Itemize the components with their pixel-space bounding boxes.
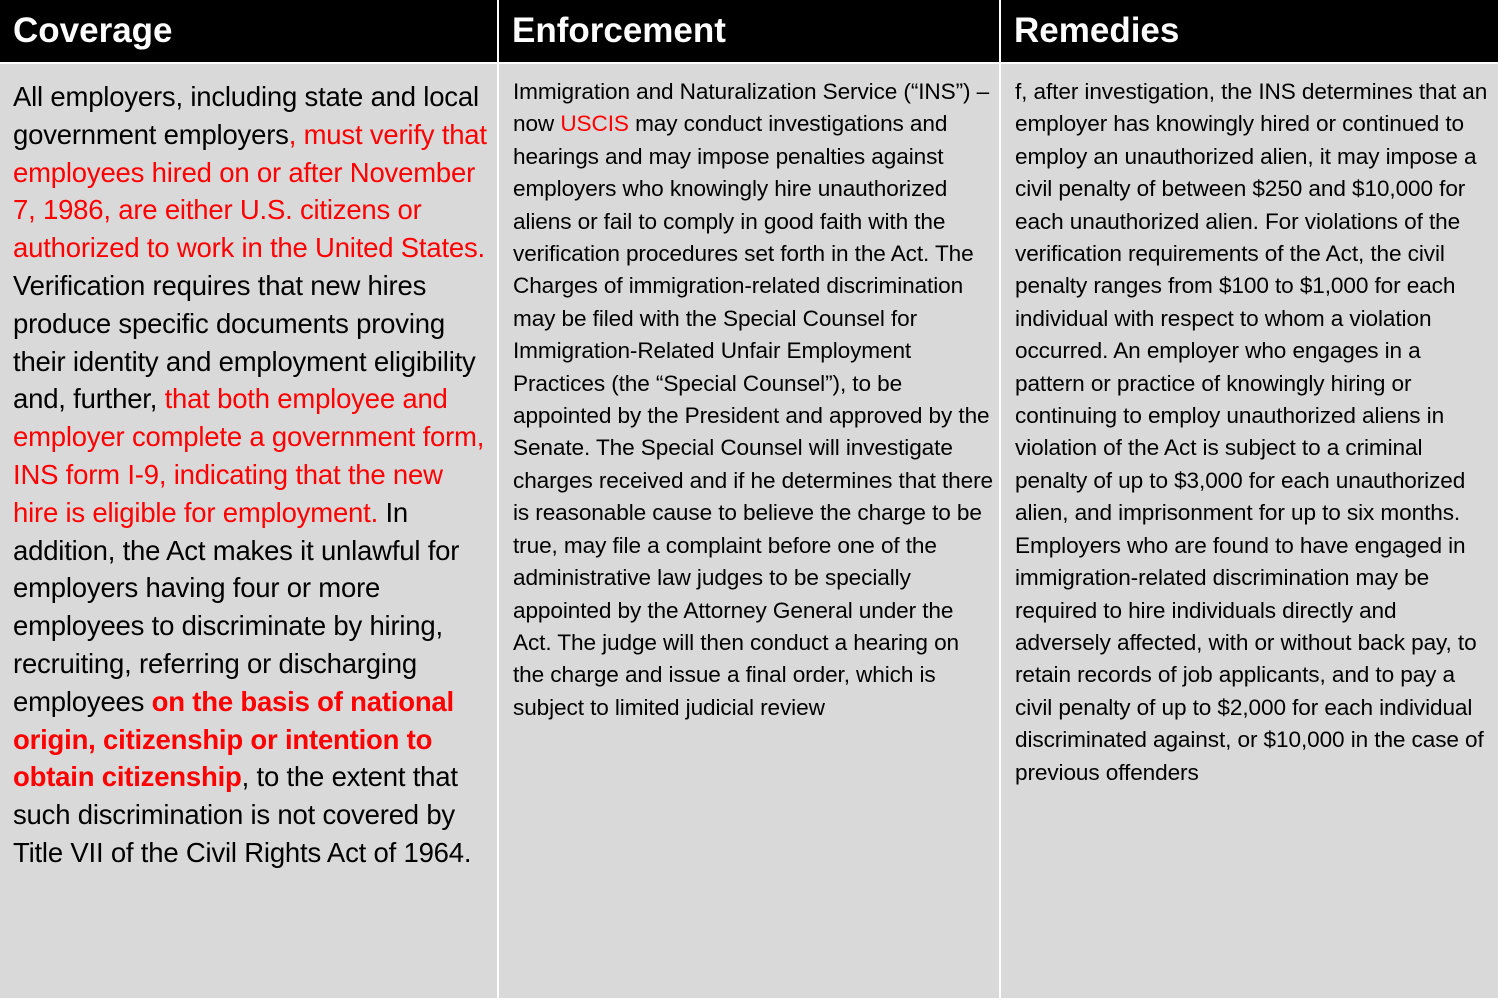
header-enforcement: Enforcement	[499, 0, 999, 62]
header-coverage: Coverage	[0, 0, 497, 62]
enforcement-text-1: Immigration and Naturalization Service (“INS”) – now	[513, 79, 990, 137]
coverage-text-3: In addition, the Act makes it unlawful for employers having four or more employees to discriminate by hiring, recruiting, referring or discharging employees	[13, 496, 460, 717]
remedies-text: f, after investigation, the INS determines that an employer has knowingly hired or continued to employ an unauthorized alien, it may impose a civil penalty of between $250 and $10,000 for each unauthorized alien. For violations of the verification requirements of the Act, the civil penalty ranges from $100 to $1,000 for each individual with respect to whom a violation occurred. An employer who engages in a pattern or practice of knowingly hiring or continuing to employ unauthorized aliens in violation of the Act is subject to a criminal penalty of up to $3,000 for each unauthorized alien, and imprisonment for up to six months. Employers who are found to have engaged in immigration-related discrimination may be required to hire individuals directly and adversely affected, with or without back pay, to retain records of job applicants, and to pay a civil penalty of up to $2,000 for each individual discriminated against, or $10,000 in the case of previous offenders	[1015, 79, 1488, 785]
header-remedies: Remedies	[1001, 0, 1498, 62]
enforcement-cell	[499, 64, 999, 998]
coverage-highlight-form: that both employee and employer complete a government form, INS form I-9, indicating that the new hire is eligible for employment.	[13, 383, 485, 528]
enforcement-text-2: may conduct investigations and hearings and may impose penalties against employers who knowingly hire unauthorized aliens or fail to comply in good faith with the verification procedures set forth in the Act. The Charges of immigration-related discrimination may be filed with the Special Counsel for Immigration-Related Unfair Employment Practices (the “Special Counsel”), to be appointed by the President and approved by the Senate. The Special Counsel will investigate charges received and if he determines that there is reasonable cause to believe the charge to be true, may file a complaint before one of the administrative law judges to be specially appointed by the Attorney General under the Act. The judge will then conduct a hearing on the charge and issue a final order, which is subject to limited judicial review	[513, 111, 993, 720]
enforcement-highlight-uscis: USCIS	[560, 111, 629, 137]
coverage-highlight-basis: on the basis of national origin, citizenship or intention to obtain citizenship	[13, 685, 454, 793]
coverage-text-2: Verification requires that new hires produce specific documents proving their identity and employment eligibility and, further,	[13, 269, 476, 415]
remedies-cell	[1001, 64, 1498, 998]
coverage-text-1: All employers, including state and local government employers	[13, 81, 479, 150]
coverage-highlight-verify: , must verify that employees hired on or after November 7, 1986, are either U.S. citizens or authorized to work in the United States.	[13, 118, 487, 264]
coverage-cell	[0, 64, 497, 998]
coverage-text-4: , to the extent that such discrimination is not covered by Title VII of the Civil Rights Act of 1964.	[13, 761, 472, 868]
